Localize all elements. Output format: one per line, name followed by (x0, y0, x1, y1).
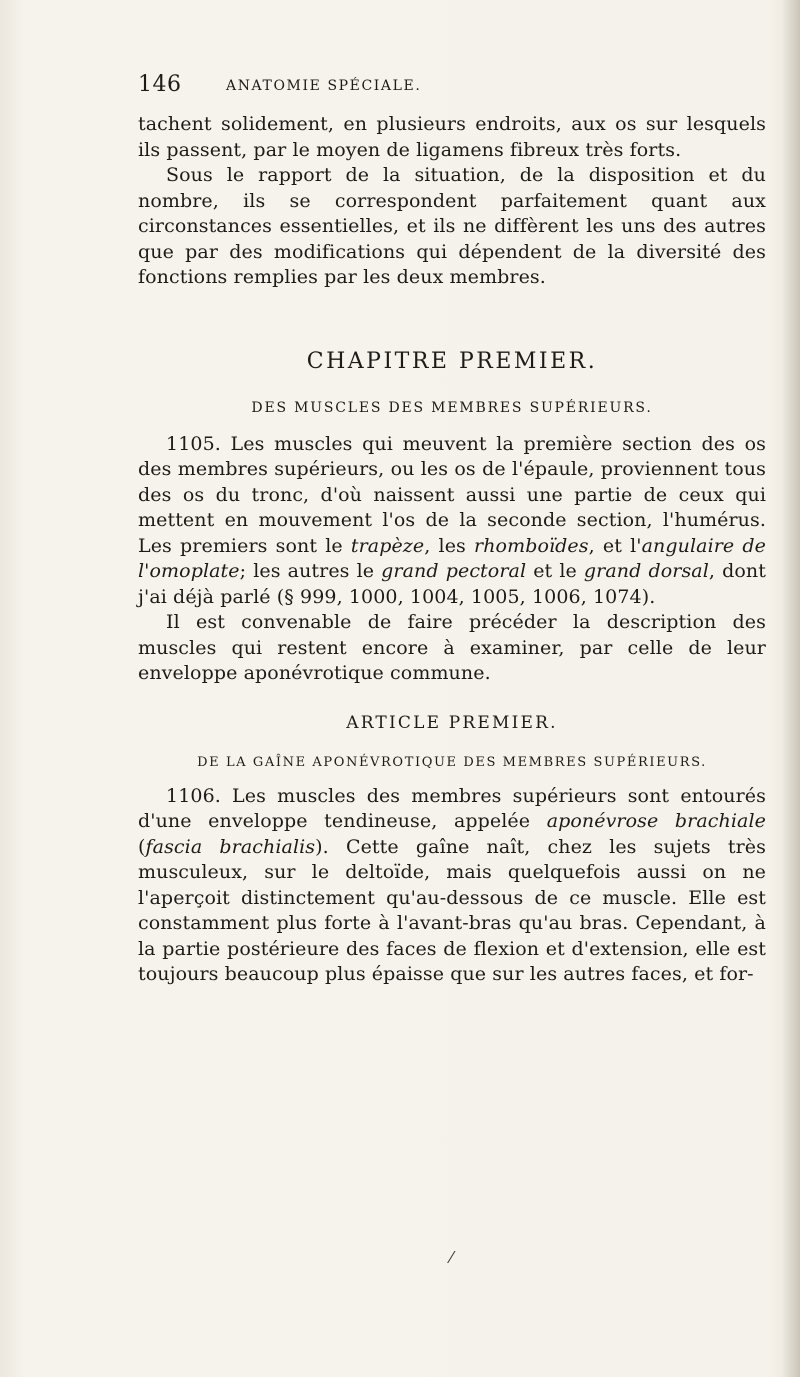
text-joiner: ( (138, 835, 146, 858)
paragraph-continuation: tachent solidement, en plusieurs endroits, aux os sur lesquels ils passent, par le moyen de ligamens fibreux très forts. (138, 113, 766, 161)
text-joiner: et le (526, 560, 584, 582)
section-1106 (138, 784, 766, 988)
term-fascia-brachialis: fascia brachialis (145, 835, 316, 858)
text-joiner: ; les autres le (239, 560, 382, 582)
article-title: ARTICLE PREMIER. (346, 712, 558, 733)
paragraph-correspondence: Sous le rapport de la situation, de la disposition et du nombre, ils se correspondent parfaitement quant aux circonstances essentielles, et ils ne diffèrent les uns des autres que par des modifications qui dépendent de la diversité des fonctions remplies par les deux membres. (138, 164, 766, 288)
section-1105 (138, 432, 766, 611)
section-text: Les muscles qui meuvent la première section des os des membres supérieurs, ou les os de l'épaule, proviennent tous des os du tronc, d'où naissent aussi une partie de ceux qui mettent en mouvement l'os de la seconde section, l'humérus. Les premiers sont le (138, 432, 766, 557)
running-title: ANATOMIE SPÉCIALE. (226, 78, 422, 94)
term-aponevrose-brachiale: aponévrose brachiale (546, 810, 766, 832)
section-number: 1106. (166, 784, 221, 807)
text-joiner: , et l' (588, 534, 642, 557)
section-text-continued: ). Cette gaîne naît, chez les sujets très musculeux, sur le deltoïde, mais quelquefois aussi on ne l'aperçoit distinctement qu'au-dessous de ce muscle. Elle est constamment plus forte à l'avant-bras qu'au bras. Cependant, à la partie postérieure des faces de flexion et d'extension, elle est toujours beaucoup plus épaisse que sur les autres faces, et for- (138, 835, 767, 985)
stray-pencil-mark: ⁄ (450, 1248, 453, 1267)
section-text: Les muscles des membres supérieurs sont entourés d'une enveloppe tendineuse, appelée (138, 784, 766, 832)
section-references: , dont j'ai déjà parlé (§ 999, 1000, 1004, 1005, 1006, 1074). (138, 560, 766, 608)
page-edge-shadow (782, 0, 800, 1377)
section-number: 1105. (166, 432, 221, 455)
chapter-title: CHAPITRE PREMIER. (306, 348, 598, 374)
chapter-subtitle: DES MUSCLES DES MEMBRES SUPÉRIEURS. (251, 399, 653, 416)
term-trapeze: trapèze (350, 534, 425, 557)
page-content (138, 72, 766, 988)
term-rhomboides: rhomboïdes (474, 534, 589, 557)
term-grand-pectoral: grand pectoral (381, 560, 527, 582)
running-head (138, 72, 766, 112)
text-joiner: , les (424, 534, 475, 557)
term-grand-dorsal: grand dorsal (583, 560, 709, 582)
term-angulaire: angulaire de l'omoplate (138, 534, 767, 582)
article-subtitle: DE LA GAÎNE APONÉVROTIQUE DES MEMBRES SUPÉRIEURS. (197, 754, 707, 770)
paragraph-description-order: Il est convenable de faire précéder la description des muscles qui restent encore à examiner, par celle de leur enveloppe aponévrotique commune. (138, 611, 766, 684)
page-number: 146 (138, 72, 182, 97)
